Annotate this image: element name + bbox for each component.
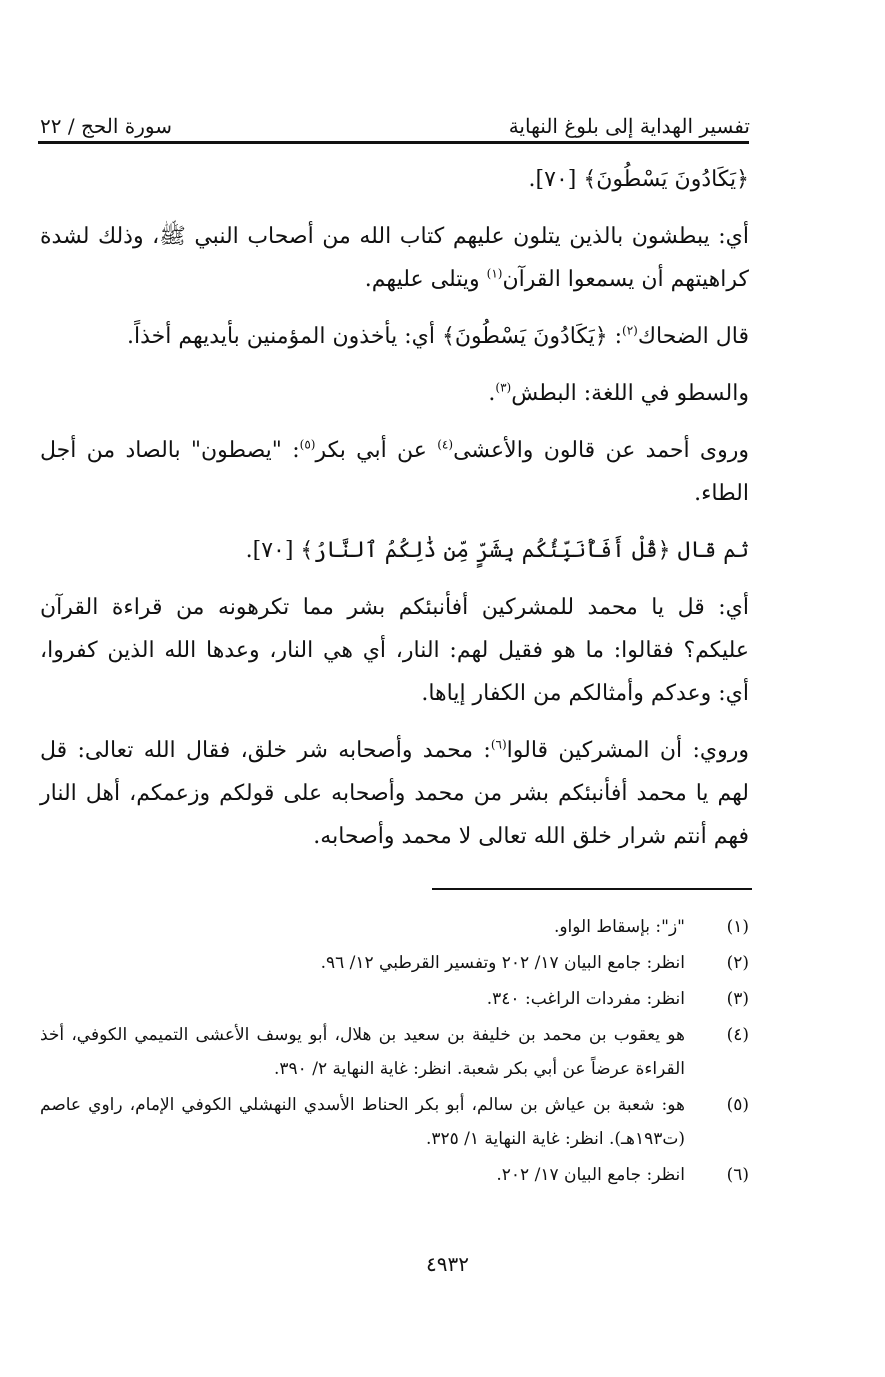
footnote-number: (٣) xyxy=(726,989,749,1009)
footnote-text: انظر: جامع البيان ١٧/ ٢٠٢. xyxy=(496,1165,685,1185)
paragraph-2: أي: يبطشون بالذين يتلون عليهم كتاب الله من أصحاب النبي ﷺ، وذلك لشدة كراهيتهم أن يسمعوا القرآن$^{(١)}$ ويتلى عليهم. xyxy=(40,224,749,292)
footnote-text: "ز": بإسقاط الواو. xyxy=(553,917,685,937)
main-text xyxy=(40,158,749,872)
footnotes xyxy=(40,910,749,1194)
footnote-text: انظر: جامع البيان ١٧/ ٢٠٢ وتفسير القرطبي ١٢/ ٩٦. xyxy=(320,953,685,973)
footnote-ref-2[interactable]: (٢) xyxy=(622,323,638,338)
footnote-ref-1[interactable]: (١) xyxy=(486,266,503,281)
paragraph-4: والسطو في اللغة: البطش$^{(٣)}$. xyxy=(488,380,749,406)
footnote-text: انظر: مفردات الراغب: ٣٤٠. xyxy=(486,989,685,1009)
footnote-number: (٦) xyxy=(726,1165,749,1185)
paragraph-8: وروي: أن المشركين قالوا$^{(٦)}$: محمد وأصحابه شر خلق، فقال الله تعالى: قل لهم يا محمد أفأنبئكم بشر من محمد وأصحابه على قولكم وزعمكم، أهل النار فهم أنتم شرار خلق الله تعالى لا محمد وأصحابه. xyxy=(40,737,749,849)
paragraph-6: ثم قال ﴿قُلْ أَفَأُنَبِّئُكُم بِشَرٍّ مِّن ذَٰلِكُمُ ٱلنَّارُ﴾ [٧٠]. xyxy=(245,538,749,563)
page-number: ٤٩٣٢ xyxy=(426,1252,469,1276)
footnote-ref-4[interactable]: (٤) xyxy=(437,437,454,452)
paragraph-5: وروى أحمد عن قالون والأعشى$^{(٤)}$ عن أبي بكر$^{(٥)}$: "يصطون" بالصاد من أجل الطاء. xyxy=(40,437,750,506)
book-title: تفسير الهداية إلى بلوغ النهاية xyxy=(508,114,750,138)
footnote-ref-6[interactable]: (٦) xyxy=(490,737,507,752)
footnote xyxy=(40,1018,749,1086)
running-header xyxy=(40,100,750,138)
footnote-number: (٢) xyxy=(726,953,749,973)
footnote-number: (١) xyxy=(726,917,749,937)
footnote-separator xyxy=(432,888,752,890)
footnote xyxy=(40,910,749,944)
footnote xyxy=(40,946,749,980)
paragraph-1: ﴿يَكَادُونَ يَسْطُونَ﴾ [٧٠]. xyxy=(528,167,749,192)
surah-page-label: سورة الحج / ٢٢ xyxy=(40,114,172,138)
footnote xyxy=(40,1158,749,1192)
footnote-number: (٥) xyxy=(726,1095,749,1115)
footnote-text: هو يعقوب بن محمد بن خليفة بن سعيد بن هلال، أبو يوسف الأعشى التميمي الكوفي، أخذ القراءة عرضاً عن أبي بكر شعبة. انظر: غاية النهاية ٢/ ٣٩٠. xyxy=(40,1025,685,1079)
header-rule xyxy=(38,141,749,144)
footnote-ref-3[interactable]: (٣) xyxy=(495,380,512,395)
footnote xyxy=(40,1088,749,1156)
footnote-ref-5[interactable]: (٥) xyxy=(299,437,316,452)
paragraph-7: أي: قل يا محمد للمشركين أفأنبئكم بشر مما تكرهونه من قراءة القرآن عليكم؟ فقالوا: ما هو فقيل لهم: النار، أي هي النار، وعدها الله الذين كفروا، أي: وعدكم وأمثالكم من الكفار إياها. xyxy=(40,595,749,706)
paragraph-3: قال الضحاك$^{(٢)}$: ﴿يَكَادُونَ يَسْطُونَ﴾ أي: يأخذون المؤمنين بأيديهم أخذاً. xyxy=(127,323,749,349)
footnote-number: (٤) xyxy=(726,1025,749,1045)
footnote xyxy=(40,982,749,1016)
footnote-text: هو: شعبة بن عياش بن سالم، أبو بكر الحناط الأسدي النهشلي الكوفي الإمام، راوي عاصم (ت١٩٣هـ). انظر: غاية النهاية ١/ ٣٢٥. xyxy=(40,1095,685,1149)
